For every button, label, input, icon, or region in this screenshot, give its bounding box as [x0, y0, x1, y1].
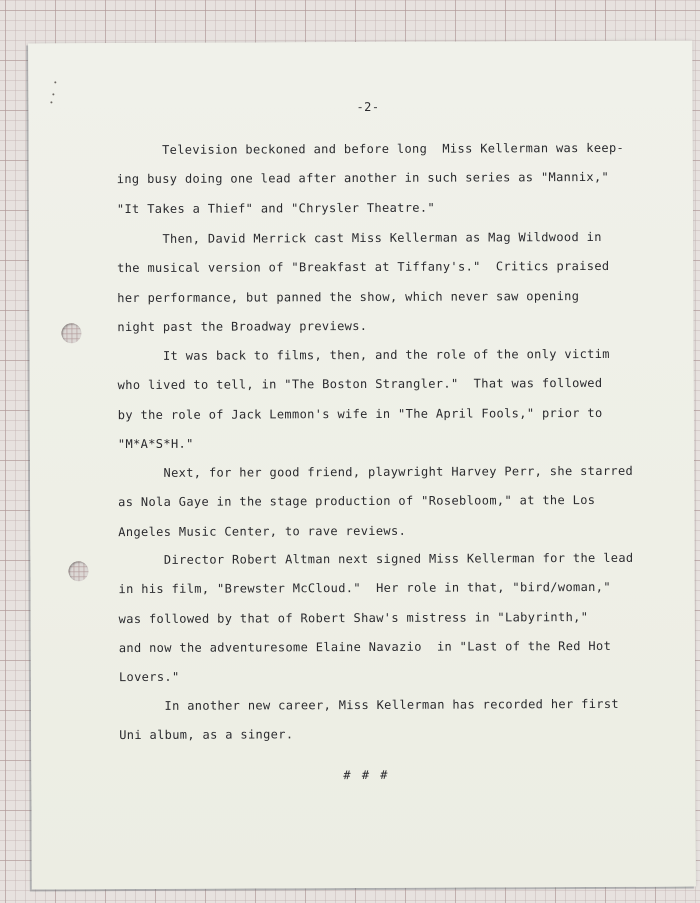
text-line: Television beckoned and before long Miss Kellerman was keep-: [116, 140, 625, 158]
text-line: Then, David Merrick cast Miss Kellerman as Mag Wildwood in: [116, 229, 602, 247]
text-line: In another new career, Miss Kellerman has recorded her first: [119, 696, 620, 714]
text-line: was followed by that of Robert Shaw's mistress in "Labyrinth,": [118, 609, 589, 626]
paragraph-album: [119, 690, 639, 751]
text-line: as Nola Gaye in the stage production of "Rosebloom," at the Los: [118, 493, 596, 510]
text-line: ing busy doing one lead after another in such series as "Mannix,": [116, 170, 610, 187]
text-line: in his film, "Brewster McCloud." Her role in that, "bird/woman,": [118, 580, 611, 597]
paragraph-films: [117, 340, 638, 459]
paragraph-rosebloom: [118, 457, 638, 547]
text-line: Lovers.": [118, 669, 180, 685]
text-line: Next, for her good friend, playwright Harvey Perr, she starred: [118, 463, 634, 481]
text-line: who lived to tell, in "The Boston Strangler." That was followed: [117, 376, 603, 393]
text-line: Uni album, as a singer.: [119, 727, 294, 743]
paragraph-television: [117, 134, 637, 224]
text-line: "M*A*S*H.": [117, 436, 194, 451]
paragraph-altman: [118, 544, 639, 693]
text-line: the musical version of "Breakfast at Tiffany's." Critics praised: [117, 259, 610, 276]
typed-page: [28, 41, 696, 890]
typewritten-text: [28, 41, 696, 890]
text-line: night past the Broadway previews.: [117, 318, 368, 334]
page-number: -2-: [356, 99, 380, 115]
text-line: Angeles Music Center, to rave reviews.: [118, 523, 407, 539]
text-line: by the role of Jack Lemmon's wife in "The April Fools," prior to: [117, 405, 603, 422]
text-line: her performance, but panned the show, which never saw opening: [117, 288, 580, 305]
text-line: and now the adventuresome Elaine Navazio in "Last of the Red Hot: [118, 638, 612, 655]
text-line: "It Takes a Thief" and "Chrysler Theatre.": [116, 200, 436, 216]
paragraph-merrick: [117, 223, 638, 342]
text-line: Director Robert Altman next signed Miss Kellerman for the lead: [118, 550, 634, 568]
end-mark: # # #: [343, 767, 390, 783]
text-line: It was back to films, then, and the role of the only victim: [117, 346, 610, 364]
